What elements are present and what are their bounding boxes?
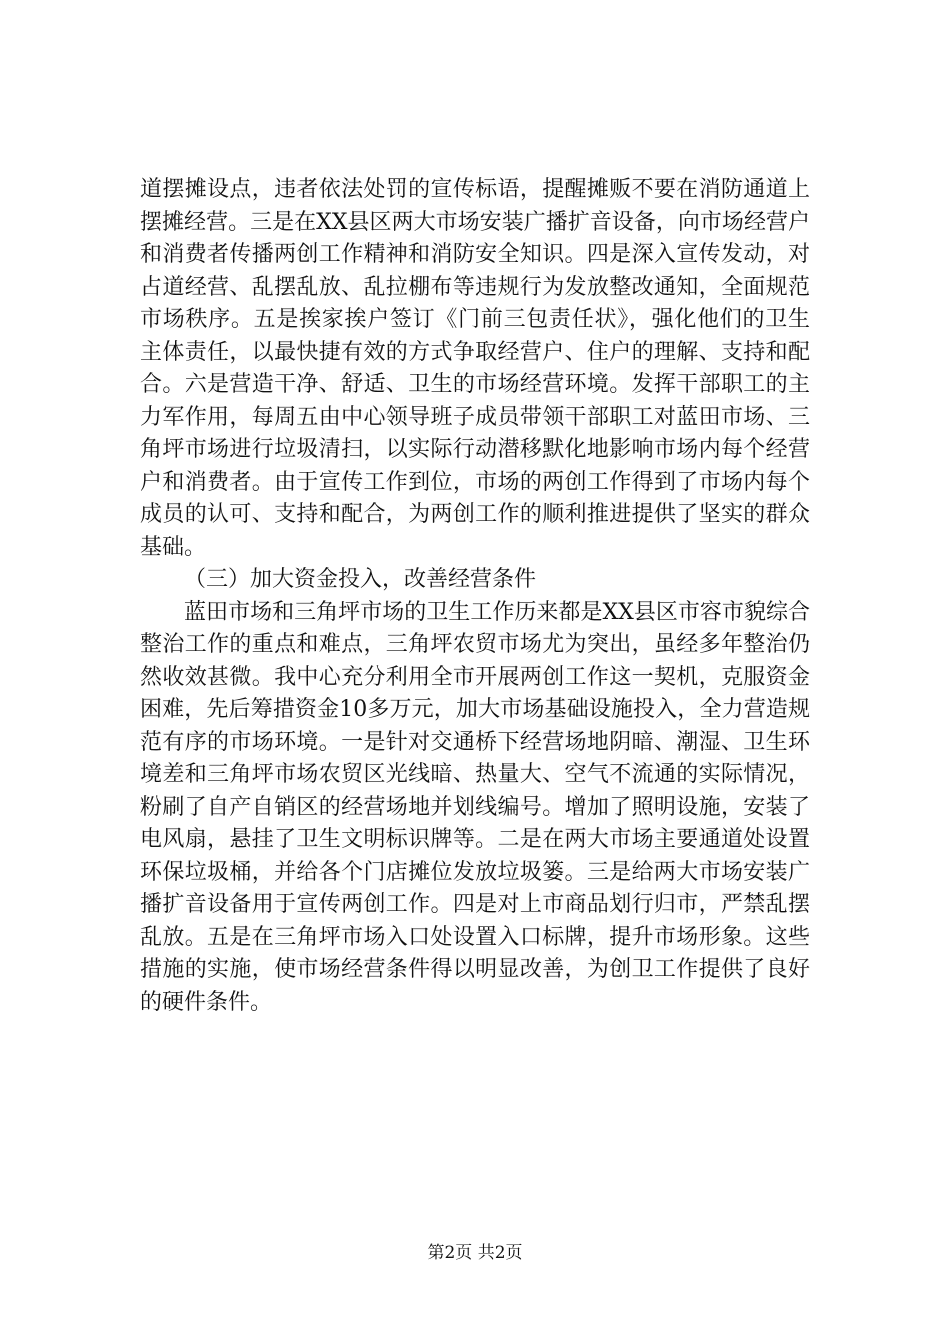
document-body [140,174,810,1019]
page-number: 第2页 共2页 [427,1243,523,1263]
section-heading: （三）加大资金投入，改善经营条件 [184,567,537,592]
paragraph-section-3: 蓝田市场和三角坪市场的卫生工作历来都是XX县区市容市貌综合整治工作的重点和难点，三角坪农贸市场尤为突出，虽经多年整治仍然收效甚微。我中心充分利用全市开展两创工作这一契机，克服资金困难，先后筹措资金10多万元，加大市场基础设施投入，全力营造规范有序的市场环境。一是针对交通桥下经营场地阴暗、潮湿、卫生环境差和三角坪市场农贸区光线暗、热量大、空气不流通的实际情况，粉刷了自产自销区的经营场地并划线编号。增加了照明设施，安装了电风扇，悬挂了卫生文明标识牌等。二是在两大市场主要通道处设置环保垃圾桶，并给各个门店摊位发放垃圾篓。三是给两大市场安装广播扩音设备用于宣传两创工作。四是对上市商品划行归市，严禁乱摆乱放。五是在三角坪市场入口处设置入口标牌，提升市场形象。这些措施的实施，使市场经营条件得以明显改善，为创卫工作提供了良好的硬件条件。 [140,599,810,1015]
page-footer [0,1242,950,1264]
paragraph-continuation: 道摆摊设点，违者依法处罚的宣传标语，提醒摊贩不要在消防通道上摆摊经营。三是在XX县区两大市场安装广播扩音设备，向市场经营户和消费者传播两创工作精神和消防安全知识。四是深入宣传发动，对占道经营、乱摆乱放、乱拉棚布等违规行为发放整改通知，全面规范市场秩序。五是挨家挨户签订《门前三包责任状》，强化他们的卫生主体责任，以最快捷有效的方式争取经营户、住户的理解、支持和配合。六是营造干净、舒适、卫生的市场经营环境。发挥干部职工的主力军作用，每周五由中心领导班子成员带领干部职工对蓝田市场、三角坪市场进行垃圾清扫，以实际行动潜移默化地影响市场内每个经营户和消费者。由于宣传工作到位，市场的两创工作得到了市场内每个成员的认可、支持和配合，为两创工作的顺利推进提供了坚实的群众基础。 [140,177,810,560]
